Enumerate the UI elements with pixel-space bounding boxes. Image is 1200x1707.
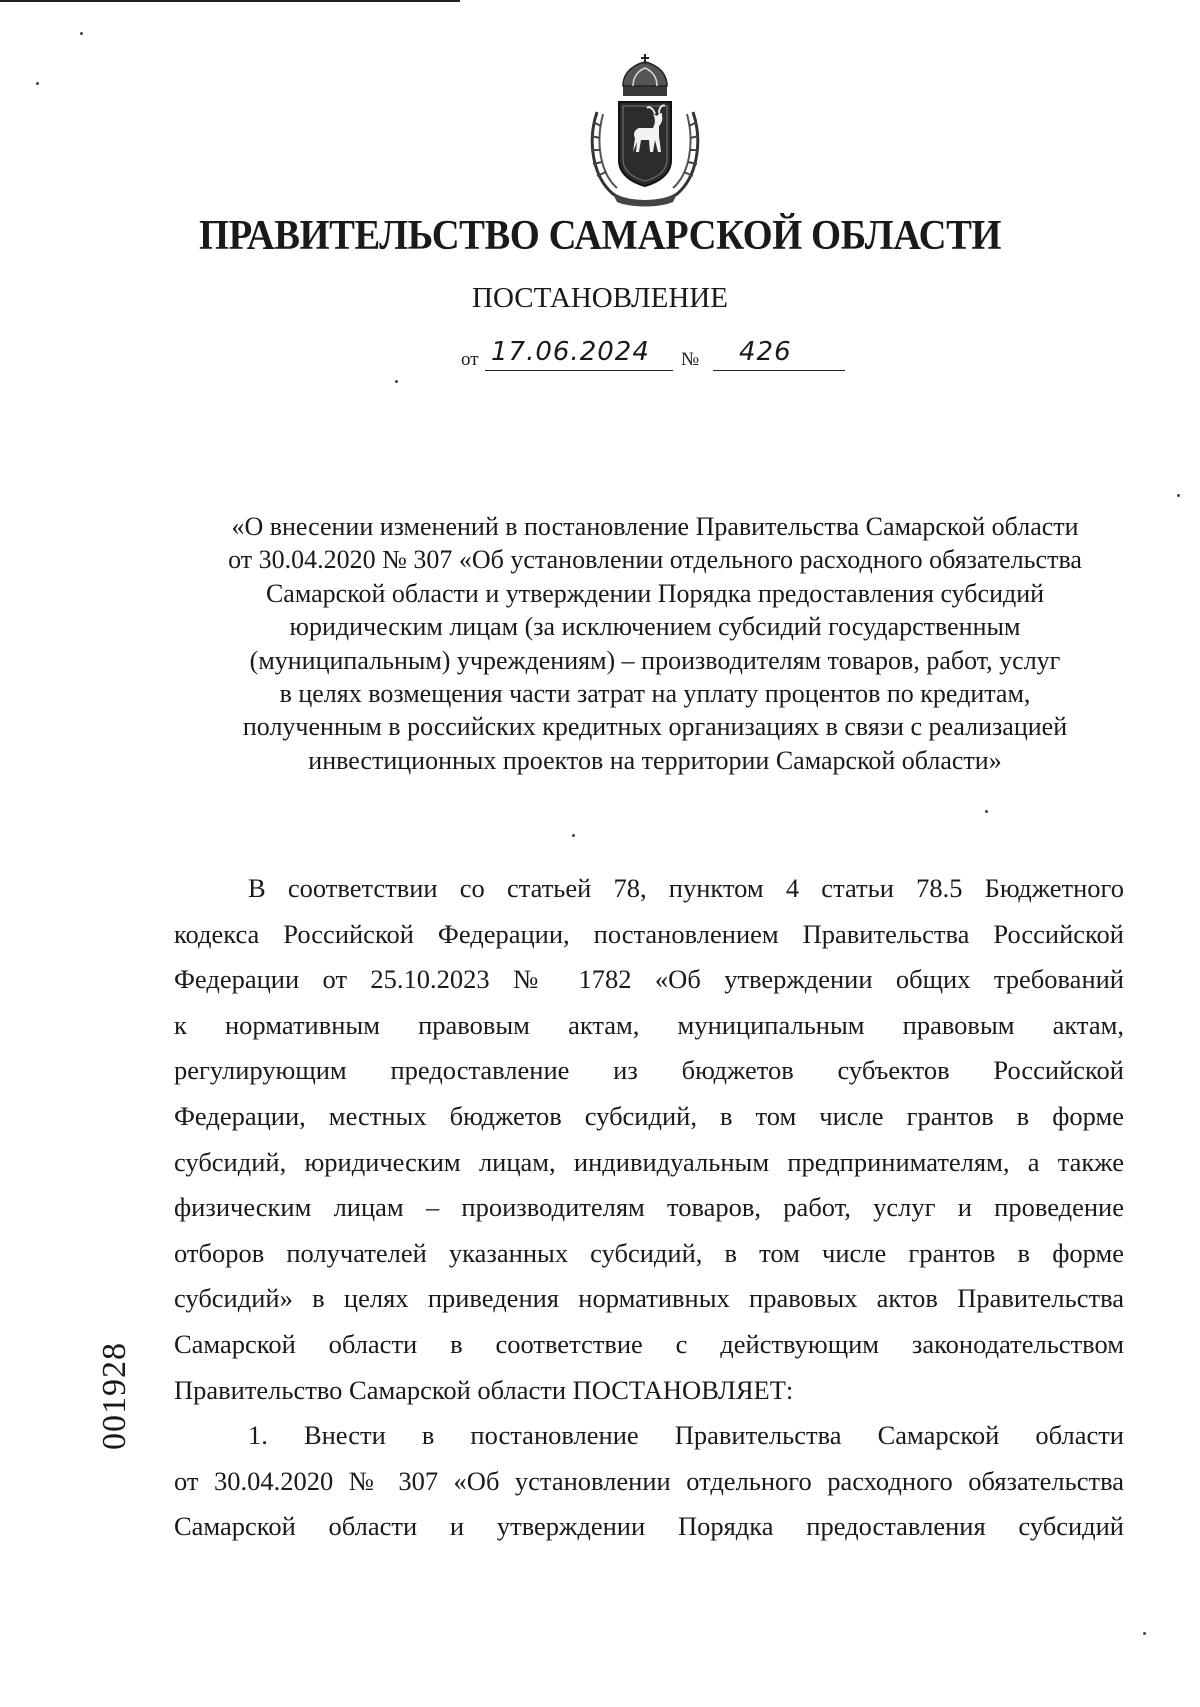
document-subject bbox=[190, 510, 1120, 777]
date-underline bbox=[485, 370, 673, 371]
body-line: от 30.04.2020 № 307 «Об установлении отдельного расходного обязательства bbox=[174, 1465, 1124, 1496]
scan-speck bbox=[572, 834, 575, 837]
margin-stamp-number: 001928 bbox=[96, 1342, 133, 1450]
body-line: отборов получателей указанных субсидий, в том числе грантов в форме bbox=[174, 1237, 1124, 1268]
subject-line: от 30.04.2020 № 307 «Об установлении отдельного расходного обязательства bbox=[228, 545, 1082, 575]
body-line: кодекса Российской Федерации, постановлением Правительства Российской bbox=[174, 918, 1124, 949]
body-line: регулирующим предоставление из бюджетов субъектов Российской bbox=[174, 1055, 1124, 1086]
body-line: Самарской области в соответствие с действующим законодательством bbox=[174, 1328, 1124, 1359]
scan-speck bbox=[395, 380, 398, 383]
body-line: к нормативным правовым актам, муниципальным правовым актам, bbox=[174, 1009, 1124, 1040]
scan-edge-line bbox=[0, 0, 460, 2]
body-line: 1. Внести в постановление Правительства Самарской области bbox=[248, 1420, 1124, 1451]
body-line: В соответствии со статьей 78, пунктом 4 статьи 78.5 Бюджетного bbox=[248, 873, 1124, 903]
date-number-line bbox=[455, 335, 850, 375]
body-line: Федерации от 25.10.2023 № 1782 «Об утверждении общих требований bbox=[174, 964, 1124, 995]
body-line: Правительство Самарской области ПОСТАНОВЛЯЕТ: bbox=[174, 1374, 794, 1405]
handwritten-number: 426 bbox=[739, 337, 792, 367]
handwritten-date: 17.06.2024 bbox=[491, 337, 650, 367]
scan-speck bbox=[80, 32, 83, 35]
subject-line: Самарской области и утверждении Порядка предоставления субсидий bbox=[265, 578, 1045, 608]
subject-line: «О внесении изменений в постановление Правительства Самарской области bbox=[231, 512, 1079, 541]
scan-speck bbox=[1143, 1632, 1146, 1635]
body-line: Федерации, местных бюджетов субсидий, в том числе грантов в форме bbox=[174, 1100, 1124, 1131]
subject-line: в целях возмещения части затрат на уплату процентов по кредитам, bbox=[279, 679, 1031, 709]
body-line: субсидий» в целях приведения нормативных правовых актов Правительства bbox=[174, 1283, 1124, 1314]
government-title: ПРАВИТЕЛЬСТВО САМАРСКОЙ ОБЛАСТИ bbox=[199, 213, 1001, 259]
body-line: Самарской области и утверждении Порядка предоставления субсидий bbox=[174, 1511, 1124, 1542]
number-prefix: № bbox=[681, 349, 700, 370]
document-type: ПОСТАНОВЛЕНИЕ bbox=[472, 282, 728, 314]
date-prefix: от bbox=[461, 349, 479, 370]
body-line: физическим лицам – производителям товаров, работ, услуг и проведение bbox=[174, 1192, 1124, 1223]
subject-line: инвестиционных проектов на территории Самарской области» bbox=[308, 745, 1002, 775]
subject-line: полученным в российских кредитных организациях в связи с реализацией bbox=[242, 712, 1068, 742]
scan-speck bbox=[1177, 494, 1180, 497]
document-body bbox=[174, 866, 1124, 1550]
subject-line: (муниципальным) учреждениям) – производителям товаров, работ, услуг bbox=[249, 645, 1061, 675]
coat-of-arms-emblem bbox=[583, 52, 707, 208]
body-line: субсидий, юридическим лицам, индивидуальным предпринимателям, а также bbox=[174, 1146, 1124, 1177]
scan-speck bbox=[985, 810, 988, 813]
scan-speck bbox=[36, 82, 39, 85]
number-underline bbox=[713, 370, 845, 371]
subject-line: юридическим лицам (за исключением субсидий государственным bbox=[289, 612, 1021, 642]
